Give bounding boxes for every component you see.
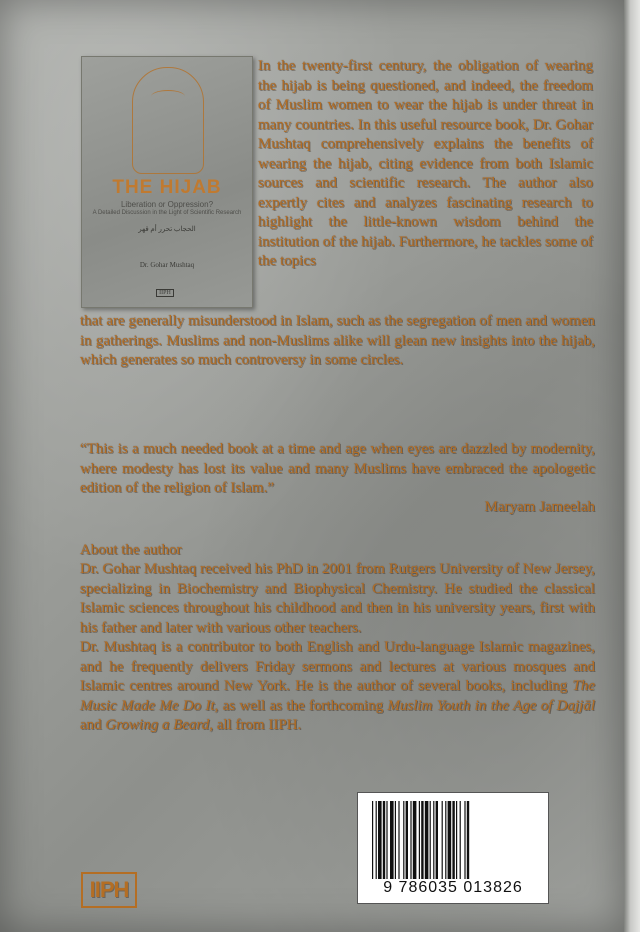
about-text-c: and: [80, 717, 106, 733]
barcode-stripe: [398, 801, 399, 879]
iiph-logo: IIPH: [81, 872, 137, 908]
barcode-stripe: [425, 801, 429, 879]
thumbnail-subtitle: Liberation or Oppression?: [120, 200, 214, 209]
barcode-stripe: [430, 801, 431, 879]
barcode-stripe: [372, 801, 373, 879]
barcode-stripe: [442, 801, 443, 879]
about-text-a: Dr. Mushtaq is a contributor to both English and Urdu-language Islamic magazines, and he frequently delivers Friday sermons and lectures at various mosques and Islamic centres around New York. He is the author of several books, including: [80, 639, 595, 694]
barcode-stripe: [395, 801, 396, 879]
barcode-stripe: [448, 801, 452, 879]
barcode-stripe: [386, 801, 387, 879]
barcode-stripe: [406, 801, 408, 879]
about-author-heading: About the author: [80, 542, 182, 558]
barcode-stripe: [410, 801, 411, 879]
barcode-stripe: [376, 801, 377, 879]
barcode-stripe: [467, 801, 469, 879]
barcode-stripe: [460, 801, 461, 879]
thumbnail-tagline: A Detailed Discussion in the Light of Scientific Research: [92, 210, 242, 216]
barcode-stripe: [433, 801, 434, 879]
hijab-illustration: [132, 67, 204, 174]
about-text-d: , all from IIPH.: [209, 717, 302, 733]
barcode-stripe: [421, 801, 423, 879]
book-edge: [624, 0, 640, 932]
barcode-stripe: [378, 801, 382, 879]
book-title-muslim-youth: Muslim Youth in the Age of Dajjāl: [387, 697, 595, 714]
blurb-paragraph-top: In the twenty-first century, the obligation of wearing the hijab is being questioned, and indeed, the freedom of Muslim women to wear the hijab is under threat in many countries. In this useful resource book, Dr. Gohar Mushtaq comprehensively explains the benefits of wearing the hijab, citing evidence from both Islamic sources and scientific research. The author also expertly cites and analyzes fascinating research to highlight the little-known wisdom behind the institution of the hijab. Furthermore, he tackles some of the topics: [258, 58, 593, 269]
thumbnail-publisher-logo: IIPH: [156, 289, 174, 297]
blurb-paragraph-bottom: that are generally misunderstood in Islam, such as the segregation of men and women in gatherings. Muslims and non-Muslims alike will glean new insights into the hijab, which generates so much controversy in some circles.: [80, 313, 595, 368]
barcode-stripe: [419, 801, 420, 879]
barcode-stripe: [436, 801, 438, 879]
barcode-stripe: [456, 801, 457, 879]
barcode-stripe: [390, 801, 394, 879]
thumbnail-author: Dr. Gohar Mushtaq: [139, 261, 195, 269]
barcode-stripe: [445, 801, 446, 879]
about-author-body: [80, 560, 595, 736]
about-author-paragraph-1: Dr. Gohar Mushtaq received his PhD in 2001 from Rutgers University of New Jersey, specializing in Biochemistry and Biophysical Chemistry. He studied the classical Islamic sciences throughout his childhood and then in his university years, first with his father and later with various other teachers.: [80, 561, 595, 636]
endorsement-attribution: Maryam Jameelah: [484, 499, 595, 515]
barcode-stripe: [452, 801, 454, 879]
isbn-number: 9 786035 013826: [383, 879, 523, 896]
about-text-b: , as well as the forthcoming: [214, 697, 388, 714]
barcode-bars: [372, 801, 534, 879]
barcode-stripe: [464, 801, 465, 879]
book-title-beard: Growing a Beard: [105, 717, 210, 733]
barcode-stripe: [383, 801, 385, 879]
book-title-music: The Music Made Me Do It: [80, 678, 595, 714]
isbn-barcode: [357, 792, 549, 904]
barcode-stripe: [413, 801, 417, 879]
cover-thumbnail: [81, 56, 253, 308]
thumbnail-arabic-title: الحجاب تحرر أم قهر: [138, 225, 196, 233]
about-author-paragraph-2: [80, 638, 595, 736]
barcode-stripe: [403, 801, 404, 879]
endorsement-quote: “This is a much needed book at a time and age when eyes are dazzled by modernity, where modesty has lost its value and many Muslims have embraced the apologetic edition of the religion of Islam.”: [80, 441, 595, 496]
thumbnail-publisher: [90, 289, 244, 299]
thumbnail-title: THE HIJAB: [112, 177, 222, 198]
